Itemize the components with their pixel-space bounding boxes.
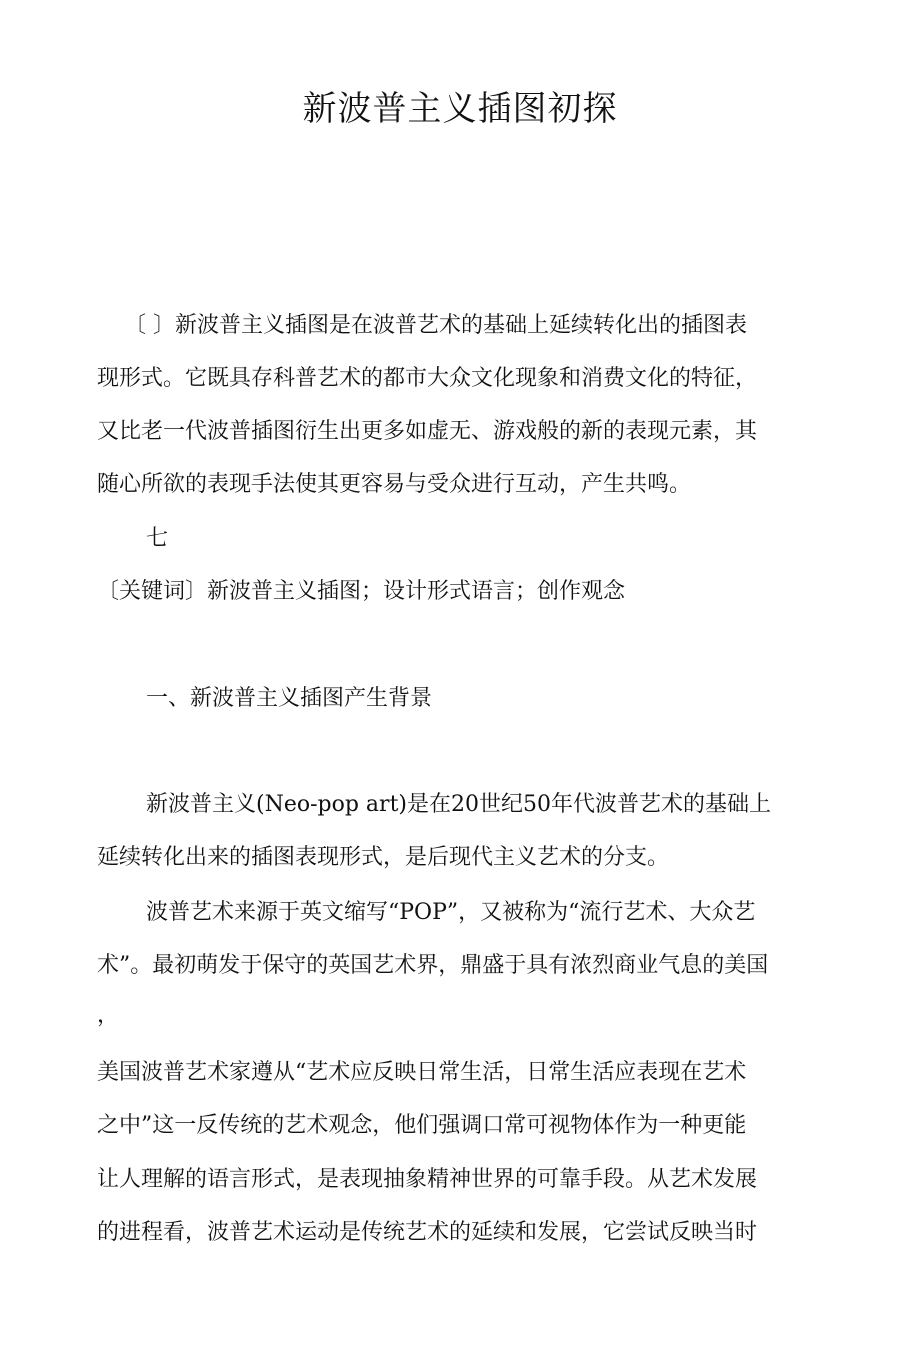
abstract-line: 又比老一代波普插图衍生出更多如虚无、游戏般的新的表现元素，其 (97, 419, 758, 444)
paragraph-line: 波普艺术来源于英文缩写“POP”，又被称为“流行艺术、大众艺 (146, 900, 756, 925)
stray-character: 七 (146, 526, 169, 551)
paragraph-line: ， (97, 1003, 120, 1028)
abstract-line: 随心所欲的表现手法使其更容易与受众进行互动，产生共鸣。 (97, 472, 692, 497)
abstract-line: 现形式。它既具存科普艺术的都市大众文化现象和消费文化的特征， (97, 366, 758, 391)
paragraph-line: 延续转化出来的插图表现形式，是后现代主义艺术的分支。 (97, 845, 670, 870)
paragraph-line: 新波普主义(Neo-pop art)是在20世纪50年代波普艺术的基础上 (146, 792, 771, 817)
document-title: 新波普主义插图初探 (302, 89, 618, 129)
paragraph-line: 术”。最初萌发于保守的英国艺术界，鼎盛于具有浓烈商业气息的美国 (97, 953, 769, 978)
keywords-line: 〔关键词〕新波普主义插图；设计形式语言；创作观念 (97, 579, 626, 604)
paragraph-line: 之中”这一反传统的艺术观念，他们强调口常可视物体作为一种更能 (97, 1113, 747, 1138)
paragraph-line: 美国波普艺术家遵从“艺术应反映日常生活，日常生活应表现在艺术 (97, 1060, 747, 1085)
paragraph-line: 的进程看，波普艺术运动是传统艺术的延续和发展，它尝试反映当时 (97, 1220, 758, 1245)
abstract-line: 〔 〕新波普主义插图是在波普艺术的基础上延续转化出的插图表 (124, 313, 747, 338)
section-heading: 一、新波普主义插图产生背景 (146, 686, 433, 711)
paragraph-line: 让人理解的语言形式，是表现抽象精神世界的可靠手段。从艺术发展 (97, 1167, 758, 1192)
